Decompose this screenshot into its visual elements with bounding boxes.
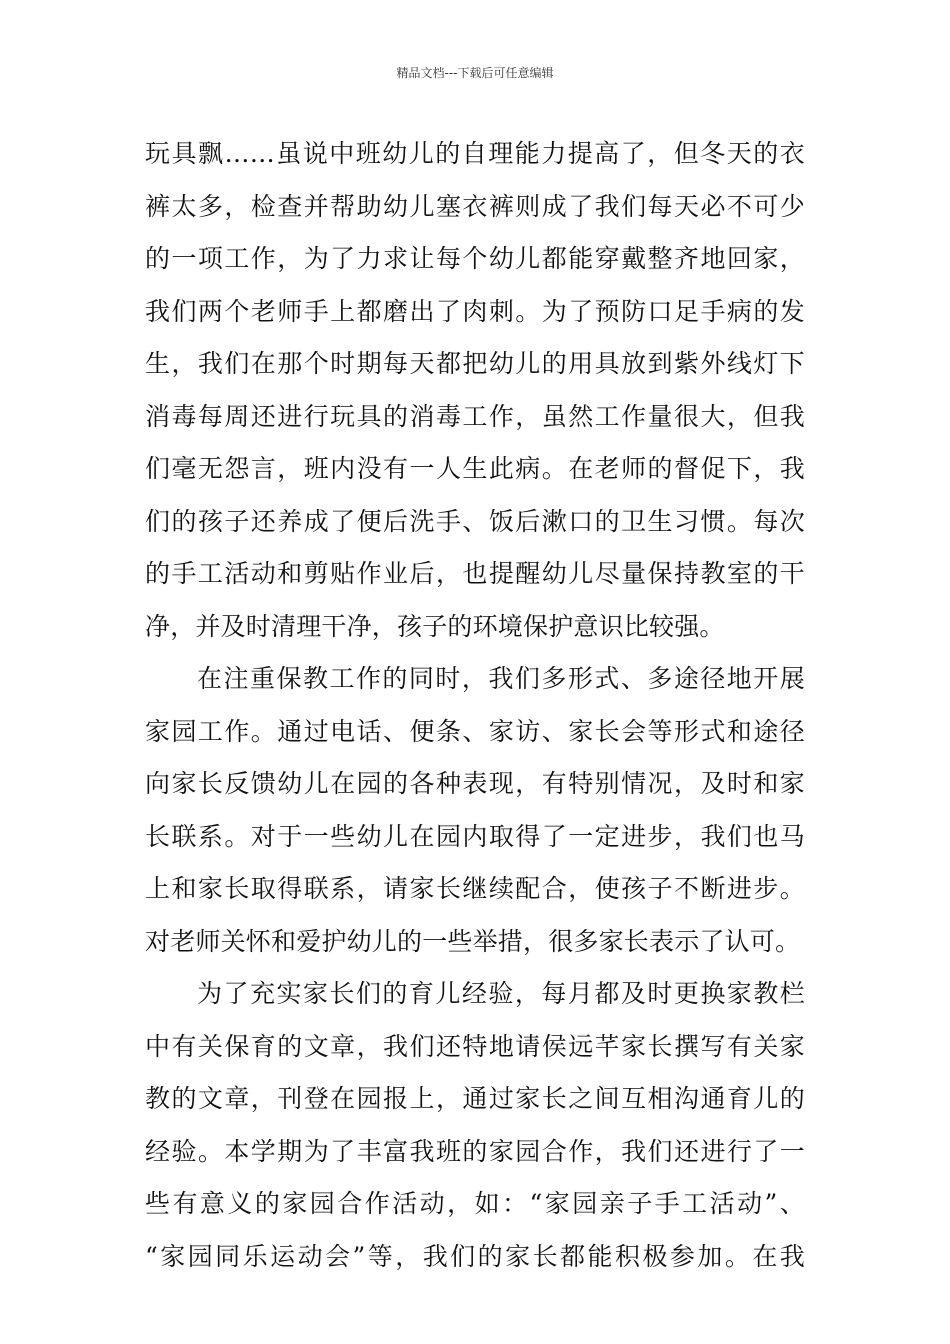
text-line: 的手工活动和剪贴作业后，也提醒幼儿尽量保持教室的干: [145, 559, 805, 588]
text-line: 的一项工作，为了力求让每个幼儿都能穿戴整齐地回家，: [145, 244, 805, 273]
text-line: 上和家长取得联系，请家长继续配合，使孩子不断进步。: [145, 874, 805, 903]
page-header: 精品文档---下载后可任意编辑: [396, 66, 554, 80]
text-line: 消毒每周还进行玩具的消毒工作，虽然工作量很大，但我: [145, 401, 805, 431]
text-line: 净，并及时清理干净，孩子的环境保护意识比较强。: [145, 611, 725, 641]
text-line: 教的文章，刊登在园报上，通过家长之间互相沟通育儿的: [145, 1084, 805, 1113]
text-line: 中有关保育的文章，我们还特地请侯远芊家长撰写有关家: [145, 1031, 805, 1061]
text-line: 家园工作。通过电话、便条、家访、家长会等形式和途径: [145, 716, 805, 746]
text-line: 向家长反馈幼儿在园的各种表现，有特别情况，及时和家: [145, 769, 805, 798]
text-line: 经验。本学期为了丰富我班的家园合作，我们还进行了一: [145, 1136, 805, 1166]
text-line: 们毫无怨言，班内没有一人生此病。在老师的督促下，我: [145, 454, 805, 483]
text-line: 为了充实家长们的育儿经验，每月都及时更换家教栏: [197, 979, 805, 1008]
text-line: 生，我们在那个时期每天都把幼儿的用具放到紫外线灯下: [145, 349, 805, 378]
text-line: 在注重保教工作的同时，我们多形式、多途径地开展: [197, 664, 805, 693]
text-line: 玩具飘……虽说中班幼儿的自理能力提高了，但冬天的衣: [145, 139, 805, 168]
text-line: 我们两个老师手上都磨出了肉刺。为了预防口足手病的发: [145, 296, 805, 326]
text-line: 裤太多，检查并帮助幼儿塞衣裤则成了我们每天必不可少: [145, 191, 805, 221]
text-line: “家园同乐运动会”等，我们的家长都能积极参加。在我: [145, 1241, 805, 1271]
text-line: 对老师关怀和爱护幼儿的一些举措，很多家长表示了认可。: [145, 926, 801, 956]
text-line: 长联系。对于一些幼儿在园内取得了一定进步，我们也马: [145, 821, 805, 851]
document-body: [145, 128, 805, 1283]
text-line: 些有意义的家园合作活动，如：“家园亲子手工活动”、: [145, 1189, 805, 1218]
text-line: 们的孩子还养成了便后洗手、饭后漱口的卫生习惯。每次: [145, 506, 805, 536]
